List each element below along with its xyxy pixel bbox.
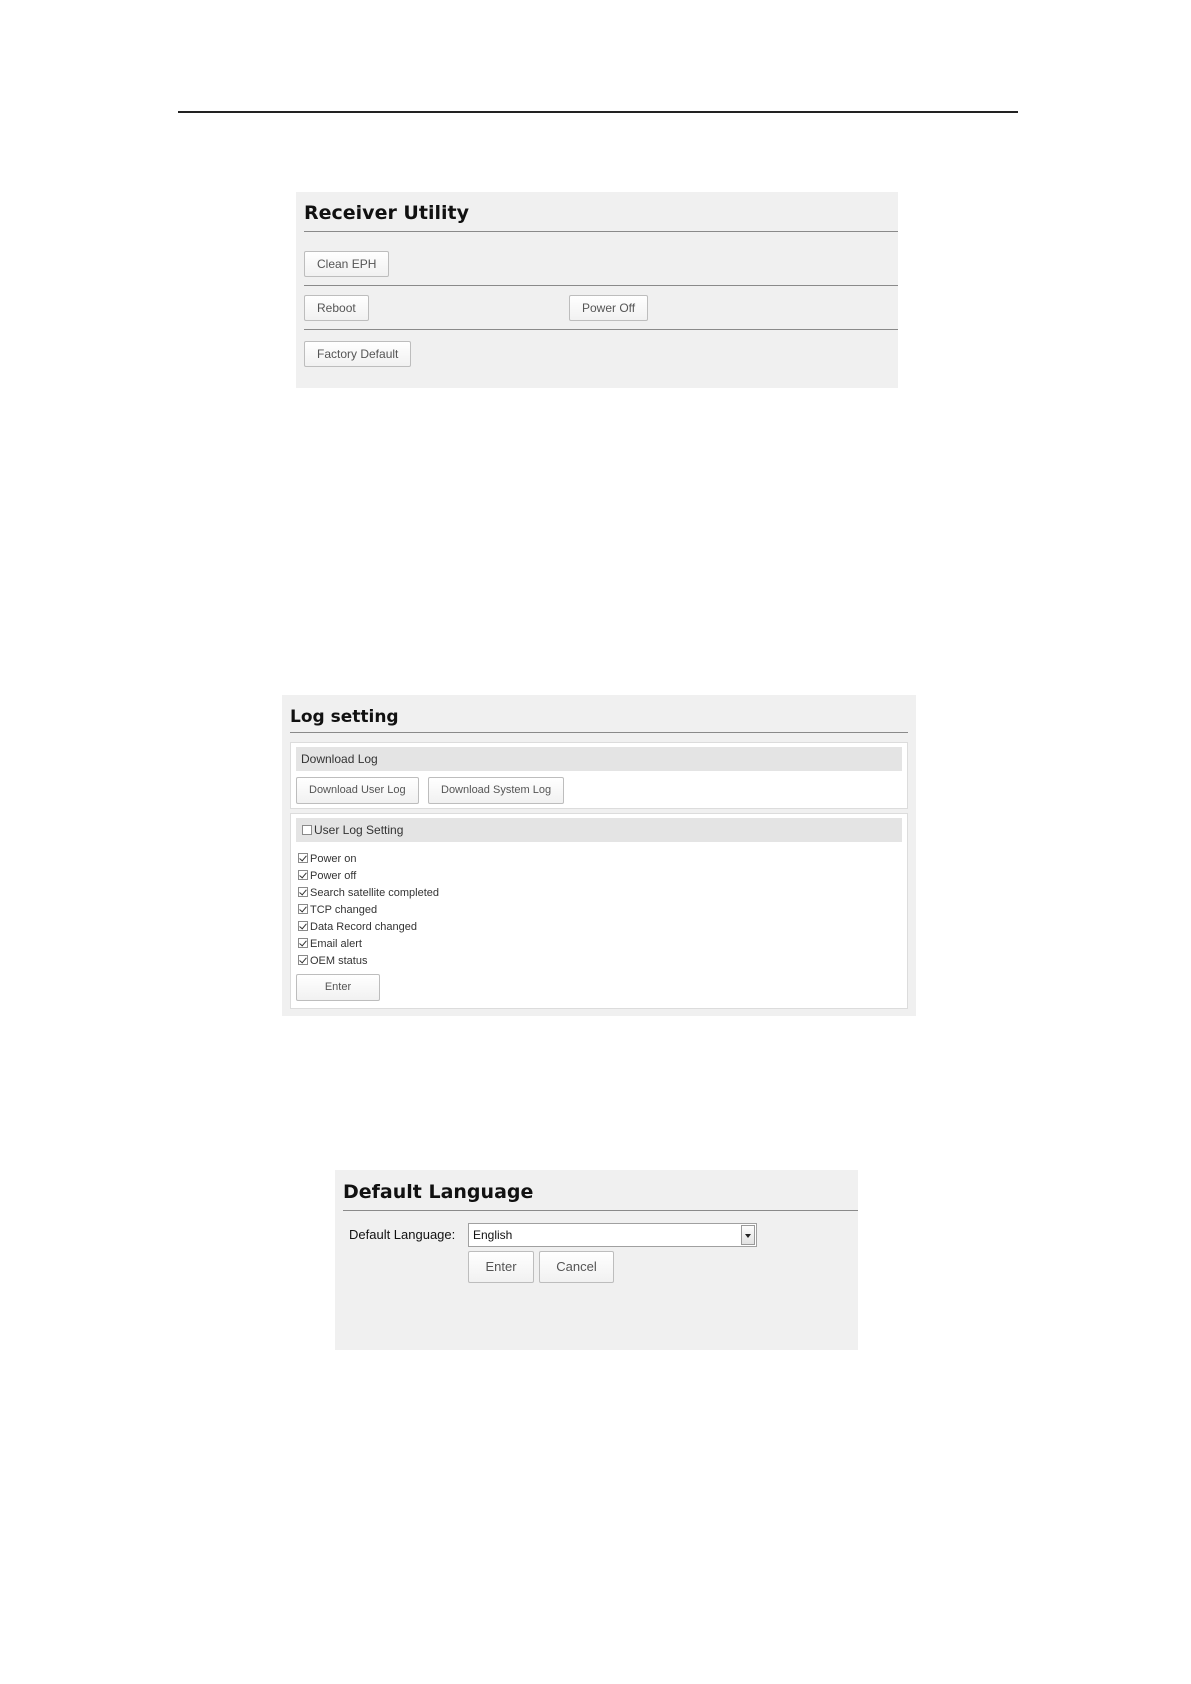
- factory-default-button[interactable]: Factory Default: [304, 341, 411, 367]
- default-language-label: Default Language:: [349, 1227, 456, 1242]
- panel-title: Log setting: [290, 707, 399, 727]
- log-item-label: Power off: [310, 870, 357, 882]
- oem-status-checkbox[interactable]: [298, 955, 308, 965]
- language-cancel-button[interactable]: Cancel: [539, 1251, 614, 1283]
- email-alert-checkbox[interactable]: [298, 938, 308, 948]
- list-item: [298, 936, 439, 953]
- download-system-log-button[interactable]: Download System Log: [428, 777, 564, 804]
- log-event-list: [298, 851, 439, 970]
- data-record-changed-checkbox[interactable]: [298, 921, 308, 931]
- list-item: [298, 868, 439, 885]
- user-log-setting-label: User Log Setting: [314, 823, 404, 837]
- log-item-label: Email alert: [310, 938, 362, 950]
- download-log-section: [290, 742, 908, 809]
- panel-title: Default Language: [343, 1181, 534, 1203]
- download-user-log-button[interactable]: Download User Log: [296, 777, 419, 804]
- default-language-select[interactable]: [468, 1223, 757, 1247]
- power-off-button[interactable]: Power Off: [569, 295, 648, 321]
- log-item-label: TCP changed: [310, 904, 378, 916]
- default-language-panel: [335, 1170, 858, 1350]
- download-log-heading: Download Log: [296, 747, 902, 771]
- chevron-down-icon[interactable]: [741, 1225, 755, 1245]
- language-enter-button[interactable]: Enter: [468, 1251, 534, 1283]
- page-header-rule: [178, 111, 1018, 113]
- log-item-label: Power on: [310, 853, 357, 865]
- log-setting-panel: [282, 695, 916, 1016]
- search-satellite-completed-checkbox[interactable]: [298, 887, 308, 897]
- log-item-label: OEM status: [310, 955, 368, 967]
- list-item: [298, 902, 439, 919]
- divider: [290, 732, 908, 733]
- clean-eph-button[interactable]: Clean EPH: [304, 251, 389, 277]
- list-item: [298, 919, 439, 936]
- power-off-checkbox[interactable]: [298, 870, 308, 880]
- list-item: [298, 851, 439, 868]
- user-log-setting-heading: [296, 818, 902, 842]
- divider: [343, 1210, 858, 1211]
- power-on-checkbox[interactable]: [298, 853, 308, 863]
- reboot-button[interactable]: Reboot: [304, 295, 369, 321]
- divider: [304, 329, 898, 330]
- log-item-label: Data Record changed: [310, 921, 418, 933]
- list-item: [298, 953, 439, 970]
- log-item-label: Search satellite completed: [310, 887, 440, 899]
- list-item: [298, 885, 439, 902]
- user-log-setting-checkbox[interactable]: [302, 825, 312, 835]
- panel-title: Receiver Utility: [304, 202, 469, 224]
- log-enter-button[interactable]: Enter: [296, 974, 380, 1001]
- tcp-changed-checkbox[interactable]: [298, 904, 308, 914]
- user-log-setting-section: [290, 813, 908, 1009]
- divider: [304, 231, 898, 232]
- selected-language: English: [473, 1228, 513, 1242]
- receiver-utility-panel: [296, 192, 898, 388]
- divider: [304, 285, 898, 286]
